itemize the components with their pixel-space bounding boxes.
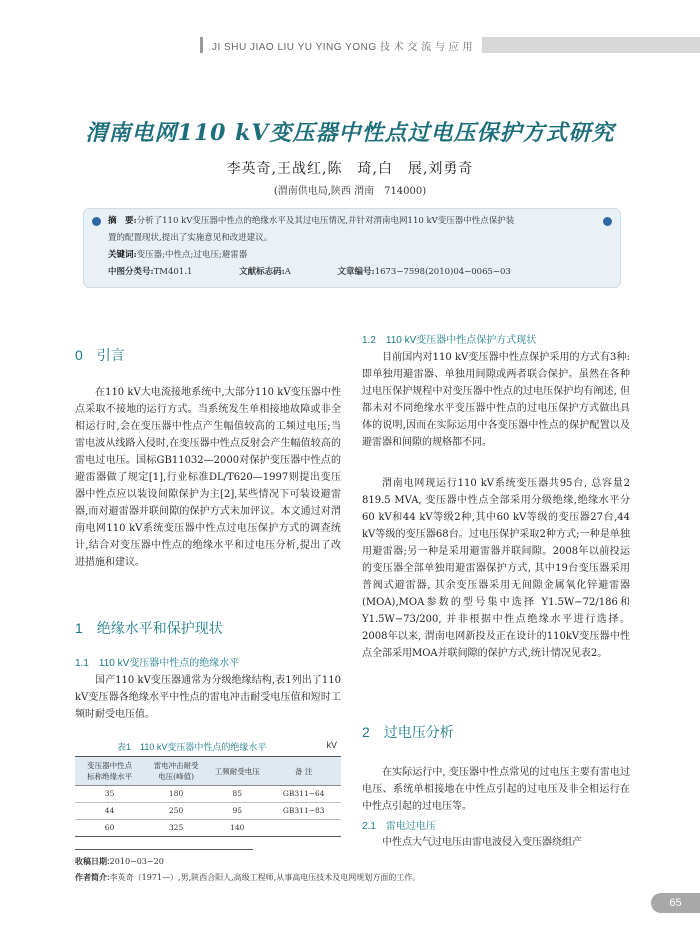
paper-title: 渭南电网110 kV变压器中性点过电压保护方式研究 — [85, 120, 615, 146]
section-1-1-heading: 1.1 110 kV变压器中性点的绝缘水平 — [75, 658, 240, 669]
doc-code: A — [284, 267, 291, 277]
table-unit: kV — [326, 740, 337, 750]
keywords-line — [108, 248, 247, 260]
protection-paragraph-1: 目前国内对110 kV变压器中性点保护采用的方式有3种: 即单独用避雷器、单独用间隙或两者联合保护。虽然在各种过电压保护规程中对变压器中性点的过电压保护均有阐述, 但都未对不同绝缘水平变压器中性点的过电压保护方式做出具体的说明,因而在实际运用中各变压器中性点的保护配置以及避雷器和间隙的规格都不同。 — [362, 352, 630, 448]
overvoltage-paragraph: 在实际运行中, 变压器中性点常见的过电压主要有雷电过电压、系统单相接地在中性点引起的过电压及非全相运行在中性点引起的过电压等。 — [362, 767, 630, 812]
abstract-label: 摘 要: — [108, 216, 137, 226]
section-2-heading: 2 过电压分析 — [362, 724, 454, 740]
footnote-rule — [75, 849, 253, 850]
abstract-line-1: 摘 要:分析了110 kV变压器中性点的绝缘水平及其过电压情况,并针对渭南电网110 kV变压器中性点保护装 — [108, 216, 515, 226]
table-header: 变压器中性点 标称绝缘水平 — [75, 757, 144, 786]
header-gray-band — [482, 37, 700, 53]
bullet-icon — [603, 217, 612, 226]
table-1 — [75, 756, 341, 837]
section-1-2-heading: 1.2 110 kV变压器中性点保护方式现状 — [362, 335, 537, 346]
table-header: 雷电冲击耐受 电压(峰值) — [144, 757, 208, 786]
article-number: 1673−7598(2010)04−0065−03 — [374, 267, 511, 277]
page-number: 65 — [651, 893, 700, 913]
received-date: 收稿日期:2010−03−20 — [75, 857, 164, 866]
table-header: 工频耐受电压 — [208, 757, 267, 786]
header-divider — [200, 37, 203, 53]
bullet-icon — [92, 217, 101, 226]
intro-paragraph: 在110 kV大电流接地系统中,大部分110 kV变压器中性点采取不接地的运行方式。当系统发生单相接地故障或非全相运行时,会在变压器中性点产生幅值较高的工频过电压;当雷电波从线路入侵时,在变压器中性点反射会产生幅值较高的雷电过电压。国标GB11032—2000对保护变压器中性点的避雷器做了规定[1],行业标准DL/T620—1997则提出变压器中性点应以装设间隙保护为主[2],某些情况下可装设避雷器,而对避雷器并联间隙的保护方式未加评议。本文通过对渭南电网110 kV系统变压器中性点过电压保护方式的调查统计,结合对变压器中性点的绝缘水平和过电压分析,提出了改进措施和建议。 — [75, 387, 341, 568]
insulation-paragraph: 国产110 kV变压器通常为分级绝缘结构,表1列出了110 kV变压器各绝缘水平中性点的雷电冲击耐受电压值和短时工频时耐受电压值。 — [75, 675, 341, 720]
running-header — [200, 37, 700, 53]
table-1-caption: 表1 110 kV变压器中性点的绝缘水平 kV — [117, 740, 337, 752]
table-row: 60 325 140 — [75, 820, 341, 837]
author-bio: 作者简介:李英奇（1971—）,男,陕西合阳人,高级工程师,从事高电压技术及电网规划方面的工作。 — [75, 873, 421, 882]
protection-paragraph-2: 渭南电网现运行110 kV系统变压器共95台, 总容量2 819.5 MVA, 变压器中性点全部采用分级绝缘,绝缘水平分60 kV和44 kV等级2种,其中60 kV等级的变压器27台,44 kV等级的变压器68台。过电压保护采取2种方式;一种是单独用避雷器;另一种是采用避雷器并联间隙。2008年以前投运的变压器全部单独用避雷器保护方式, 其中19台变压器采用普阀式避雷器, 其余变压器采用无间隙金属氧化锌避雷器(MOA),MOA参数的型号集中选择 Y1.5W−72/186和Y1.5W−73/200, 并非根据中性点绝缘水平进行选择。2008年以来, 渭南电网新投及正在设计的110kV变压器中性点全部采用MOA并联间隙的保护方式,统计情况见表2。 — [362, 478, 630, 659]
paper-affiliation: (渭南供电局,陕西 渭南 714000) — [273, 186, 427, 197]
table-row: 35 180 85 GB311−64 — [75, 786, 341, 803]
keywords-label: 关键词: — [108, 250, 137, 260]
abstract-line-2: 置的配置现状,提出了实施意见和改进建议。 — [108, 233, 273, 243]
table-row: 44 250 95 GB311−83 — [75, 803, 341, 820]
classification-row: 中图分类号:TM401.1 文献标志码:A 文章编号:1673−7598(2010)04−0065−03 — [108, 267, 511, 277]
abstract-box — [83, 208, 621, 288]
running-title: JI SHU JIAO LIU YU YING YONG 技 术 交 流 与 应 用 — [212, 42, 474, 53]
lightning-paragraph: 中性点大气过电压由雷电波侵入变压器绕组产 — [382, 837, 582, 848]
section-1-heading: 1 绝缘水平和保护现状 — [75, 620, 223, 636]
table-header: 备 注 — [267, 757, 342, 786]
keywords: 变压器;中性点;过电压;避雷器 — [136, 250, 248, 260]
section-2-1-heading: 2.1 雷电过电压 — [362, 821, 436, 832]
section-0-heading: 0 引言 — [75, 347, 125, 363]
clc-code: TM401.1 — [153, 267, 193, 277]
paper-authors: 李英奇,王战红,陈 琦,白 展,刘勇奇 — [226, 161, 474, 177]
